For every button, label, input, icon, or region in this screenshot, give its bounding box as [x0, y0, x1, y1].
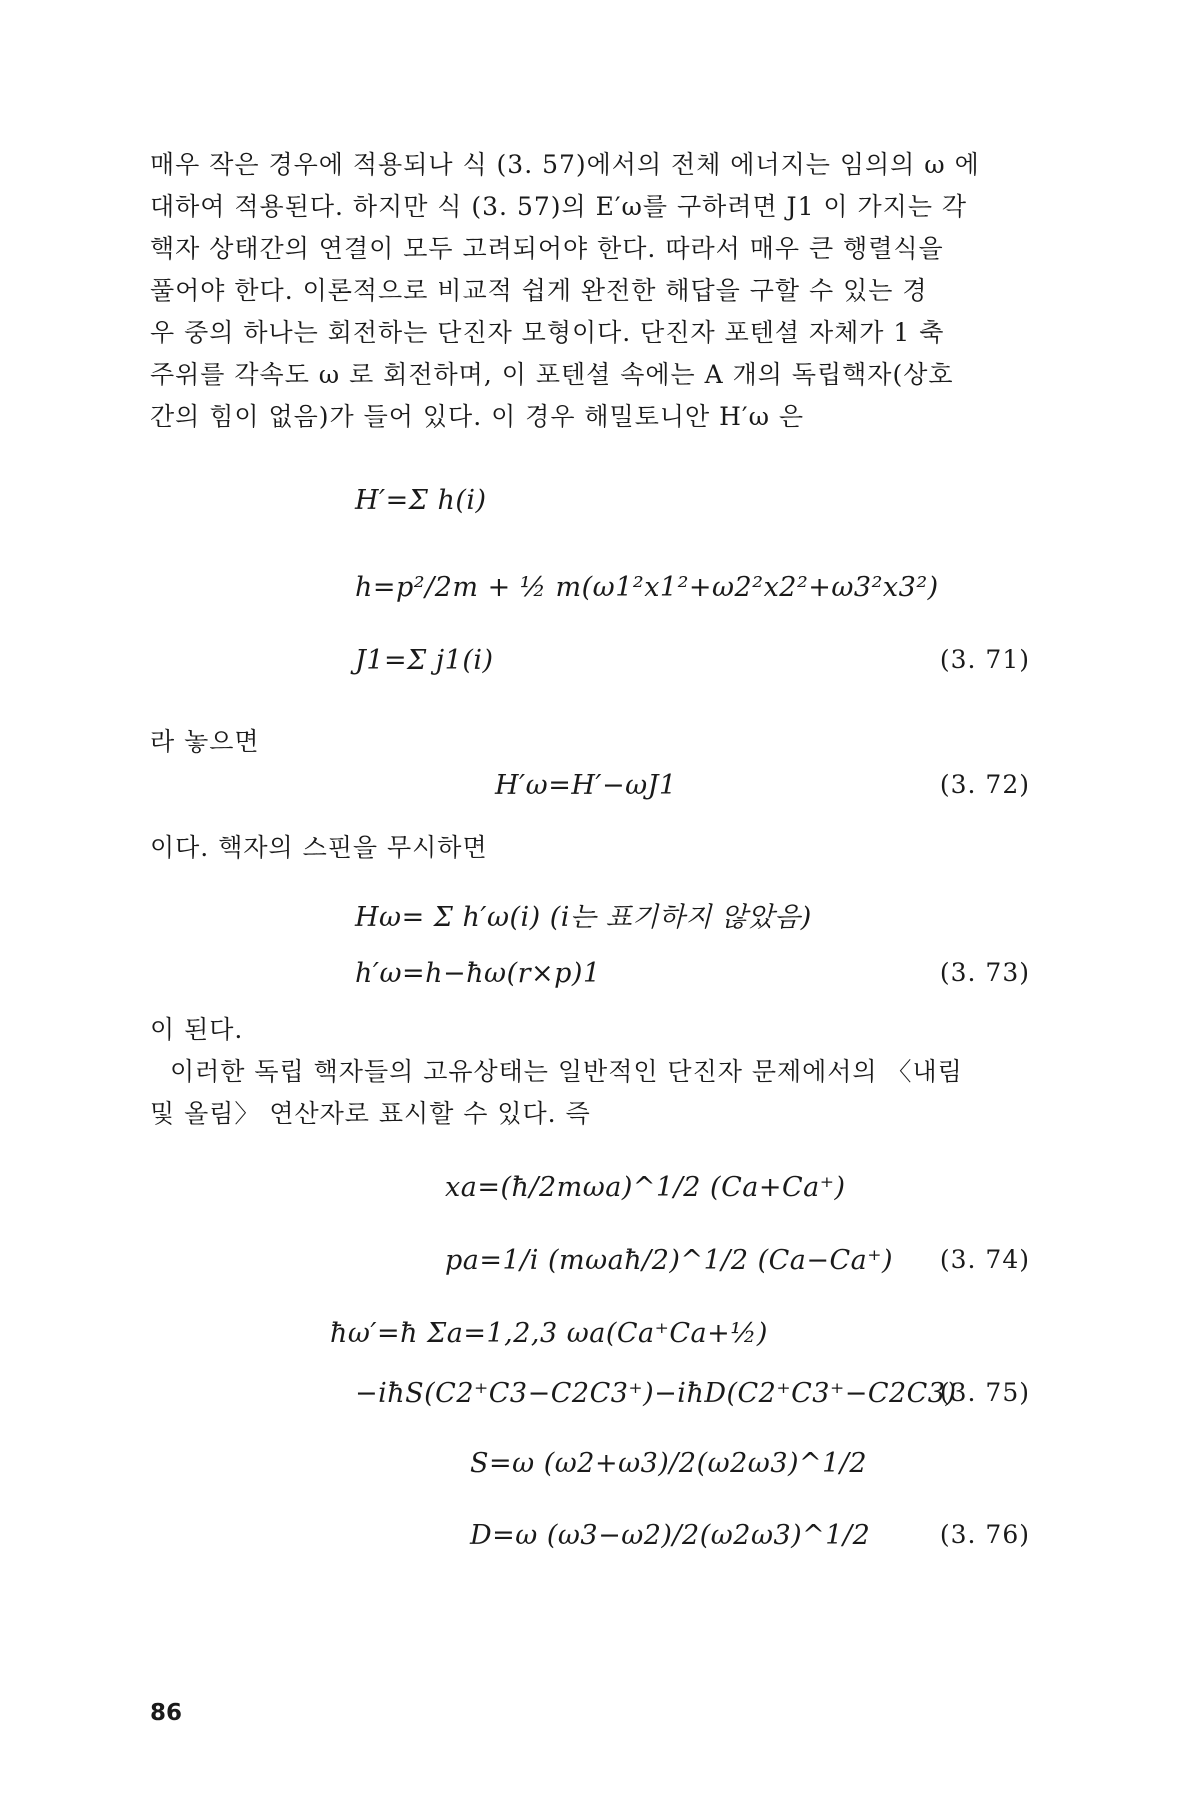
equation-line: H′=Σ h(i) — [355, 485, 487, 516]
text-line: 이러한 독립 핵자들의 고유상태는 일반적인 단진자 문제에서의 〈내림 — [170, 1057, 963, 1086]
text-line: 대하여 적용된다. 하지만 식 (3. 57)의 E′ω를 구하려면 J1 이 가지는 각 — [150, 192, 968, 221]
text-ranouemyeon: 라 놓으면 — [150, 727, 260, 756]
equation-number: (3. 71) — [939, 645, 1030, 674]
page-number: 86 — [150, 1700, 183, 1726]
text-line: 매우 작은 경우에 적용되나 식 (3. 57)에서의 전체 에너지는 임의의 ω 에 — [150, 150, 980, 179]
text-spin: 이다. 핵자의 스핀을 무시하면 — [150, 833, 488, 862]
equation-line: h=p²/2m + ½ m(ω1²x1²+ω2²x2²+ω3²x3²) — [355, 572, 939, 603]
equation-line: −iħS(C2⁺C3−C2C3⁺)−iħD(C2⁺C3⁺−C2C3) — [355, 1378, 957, 1409]
equation-line: J1=Σ j1(i) — [355, 645, 494, 676]
equation-line: h′ω=h−ħω(r×p)1 — [355, 958, 601, 989]
equation-line: pa=1/i (mωaħ/2)^1/2 (Ca−Ca⁺) — [445, 1245, 894, 1276]
equation-line: xa=(ħ/2mωa)^1/2 (Ca+Ca⁺) — [445, 1172, 846, 1203]
equation-number: (3. 72) — [939, 770, 1030, 799]
equation-number: (3. 76) — [939, 1520, 1030, 1549]
equation-line: H′ω=H′−ωJ1 — [495, 770, 677, 801]
text-line: 및 올림〉 연산자로 표시할 수 있다. 즉 — [150, 1099, 591, 1128]
equation-line: ħω′=ħ Σa=1,2,3 ωa(Ca⁺Ca+½) — [330, 1318, 768, 1349]
text-doenda: 이 된다. — [150, 1015, 244, 1044]
text-line: 주위를 각속도 ω 로 회전하며, 이 포텐셜 속에는 A 개의 독립핵자(상호 — [150, 360, 954, 389]
text-line: 우 중의 하나는 회전하는 단진자 모형이다. 단진자 포텐셜 자체가 1 축 — [150, 318, 945, 347]
equation-line: D=ω (ω3−ω2)/2(ω2ω3)^1/2 — [470, 1520, 871, 1551]
equation-number: (3. 74) — [939, 1245, 1030, 1274]
equation-number: (3. 75) — [939, 1378, 1030, 1407]
text-line: 풀어야 한다. 이론적으로 비교적 쉽게 완전한 해답을 구할 수 있는 경 — [150, 276, 928, 305]
equation-line: Hω= Σ h′ω(i) (i는 표기하지 않았음) — [355, 902, 812, 933]
text-line: 간의 힘이 없음)가 들어 있다. 이 경우 해밀토니안 H′ω 은 — [150, 402, 805, 431]
equation-number: (3. 73) — [939, 958, 1030, 987]
text-line: 핵자 상태간의 연결이 모두 고려되어야 한다. 따라서 매우 큰 행렬식을 — [150, 234, 944, 263]
equation-line: S=ω (ω2+ω3)/2(ω2ω3)^1/2 — [470, 1448, 868, 1479]
